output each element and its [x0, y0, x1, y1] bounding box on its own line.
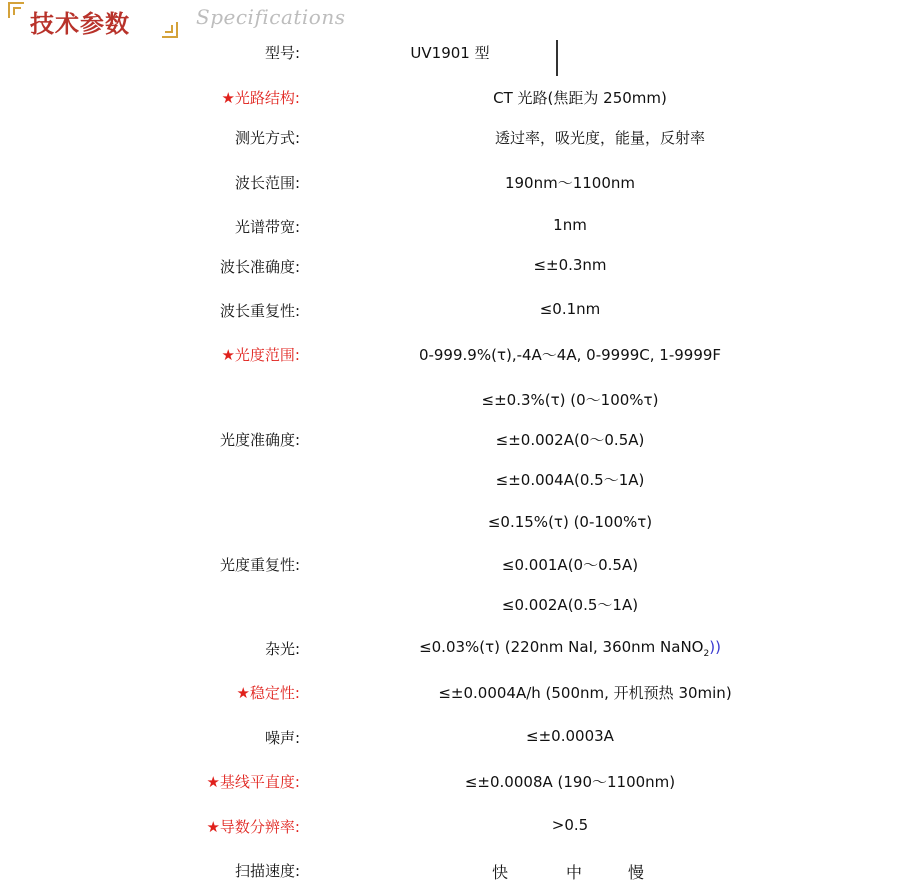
- spec-row: [0, 389, 900, 413]
- spec-row: [0, 87, 900, 111]
- spec-row: [0, 860, 900, 884]
- section-title: 技术参数: [30, 10, 130, 38]
- spec-row: [0, 300, 900, 324]
- spec-label: ★光路结构:: [221, 89, 300, 107]
- spec-row: [0, 469, 900, 493]
- spec-value: UV1901 型: [410, 44, 490, 62]
- spec-value: ≤±0.0004A/h (500nm, 开机预热 30min): [438, 684, 732, 702]
- spec-row: [0, 554, 900, 578]
- spec-value: 透过率，吸光度，能量，反射率: [494, 129, 705, 147]
- spec-label: 波长准确度:: [219, 258, 300, 276]
- spec-label: 波长范围:: [234, 174, 300, 192]
- spec-value: ≤±0.3nm: [533, 256, 607, 274]
- spec-label: 波长重复性:: [219, 302, 300, 320]
- spec-row: [0, 429, 900, 453]
- spec-value: 0-999.9%(τ),-4A～4A, 0-9999C, 1-9999F: [418, 346, 722, 364]
- scan-speed-option: 快: [492, 863, 509, 882]
- spec-row: [0, 594, 900, 618]
- spec-row: [0, 816, 900, 840]
- spec-row: [0, 256, 900, 280]
- spec-row: [0, 42, 900, 66]
- spec-row: [0, 216, 900, 240]
- spec-label: 噪声:: [264, 729, 300, 747]
- spec-value: ≤0.002A(0.5～1A): [501, 596, 639, 614]
- spec-value: ≤±0.3%(τ) (0～100%τ): [481, 391, 659, 409]
- spec-label: 杂光:: [264, 640, 300, 658]
- spec-value: CT 光路(焦距为 250mm): [493, 89, 667, 107]
- spec-value: ≤±0.0008A (190～1100nm): [464, 773, 676, 791]
- spec-row: [0, 727, 900, 751]
- spec-label: ★导数分辨率:: [206, 818, 300, 836]
- section-header: [8, 0, 348, 40]
- spec-value: ≤±0.004A(0.5～1A): [495, 471, 645, 489]
- scan-speed-option: 中: [566, 863, 583, 882]
- spec-row: [0, 638, 900, 662]
- spec-label: 光度准确度:: [219, 431, 300, 449]
- spec-value: 190nm～1100nm: [504, 174, 636, 192]
- spec-label: 扫描速度:: [234, 862, 300, 880]
- spec-row: [0, 344, 900, 368]
- spec-value: >0.5: [551, 816, 589, 834]
- spec-value: 1nm: [553, 216, 587, 234]
- spec-row: [0, 127, 900, 151]
- spec-label: 光度重复性:: [219, 556, 300, 574]
- frame-corner-top-left: [8, 2, 24, 18]
- section-subtitle: Specifications: [196, 5, 346, 29]
- spec-row: [0, 513, 900, 537]
- spec-value: ≤0.1nm: [539, 300, 601, 318]
- spec-value: ≤0.001A(0～0.5A): [501, 556, 639, 574]
- spec-row: [0, 172, 900, 196]
- frame-corner-bottom-right: [162, 22, 178, 38]
- title-frame: [18, 4, 168, 38]
- spec-label: 型号:: [264, 44, 300, 62]
- spec-label: 测光方式:: [234, 129, 300, 147]
- spec-label: 光谱带宽:: [234, 218, 300, 236]
- spec-value: ≤±0.0003A: [526, 727, 614, 745]
- spec-label: ★光度范围:: [221, 346, 300, 364]
- spec-value: ≤0.15%(τ) (0-100%τ): [487, 513, 653, 531]
- spec-label: ★稳定性:: [236, 684, 300, 702]
- spec-value: ≤±0.002A(0～0.5A): [495, 431, 645, 449]
- spec-row: [0, 771, 900, 795]
- spec-value: ≤0.03%(τ) (220nm NaI, 360nm NaNO$_2$)): [419, 638, 721, 659]
- spec-label: ★基线平直度:: [206, 773, 300, 791]
- spec-row: [0, 682, 900, 706]
- scan-speed-option: 慢: [628, 863, 645, 882]
